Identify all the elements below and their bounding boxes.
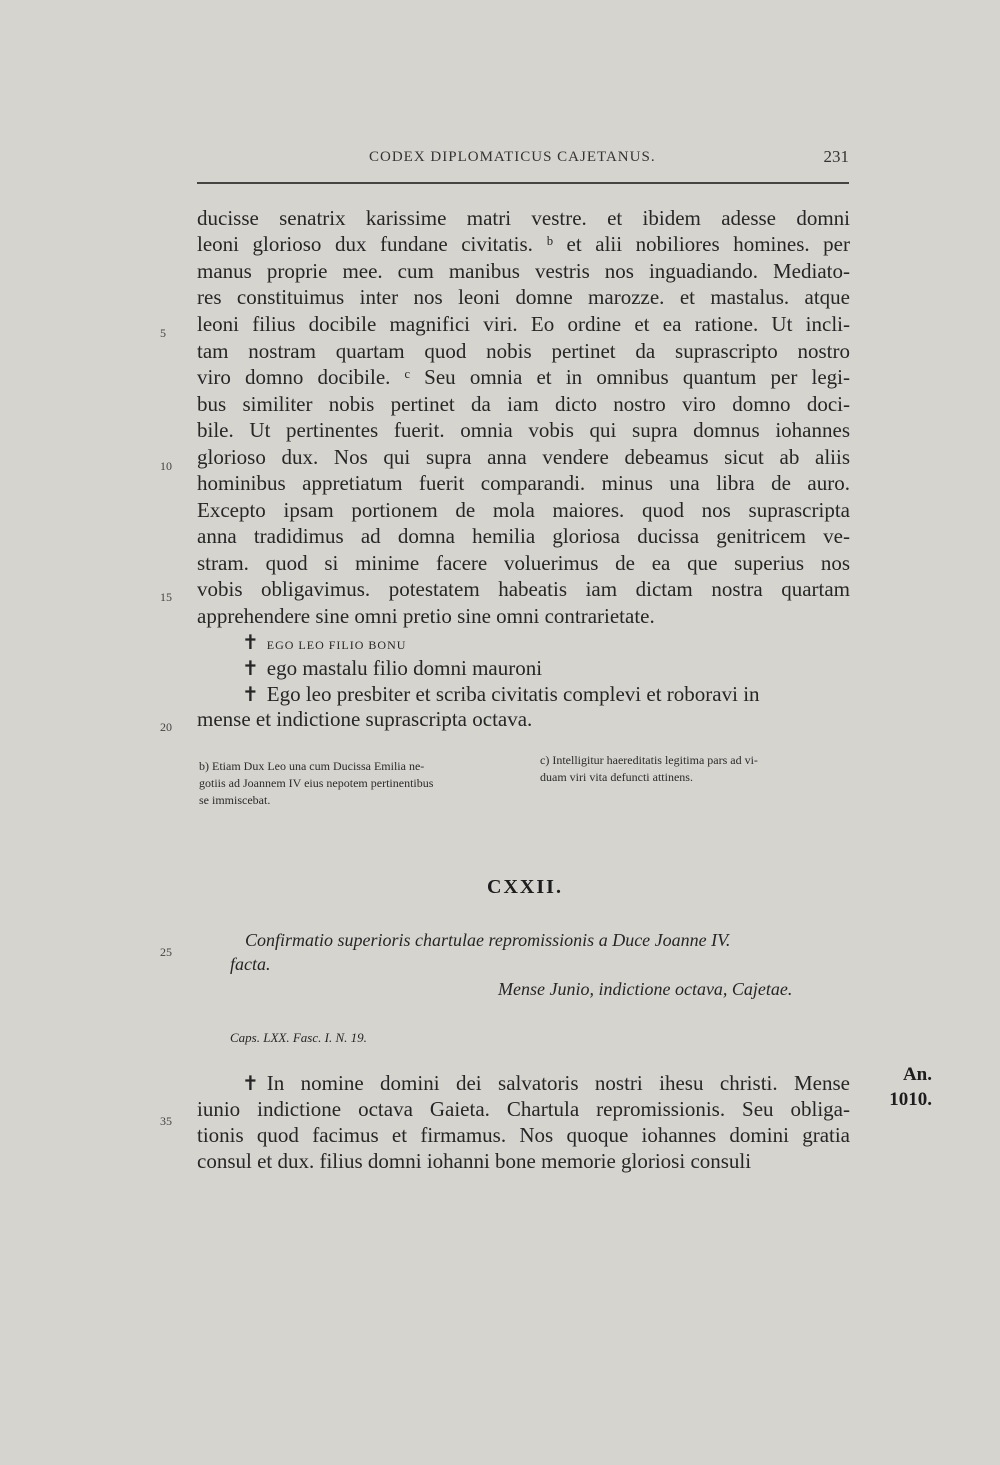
document-line: iunio indictione octava Gaieta. Chartula repromissionis. Seu obliga- bbox=[197, 1097, 850, 1121]
signature-line bbox=[242, 629, 850, 658]
header-rule bbox=[197, 182, 849, 184]
footnote-b bbox=[199, 758, 509, 809]
cross-icon: ✝ bbox=[242, 632, 259, 654]
body-line: bus similiter nobis pertinet da iam dicto nostro viro domno doci- bbox=[197, 392, 850, 416]
body-line: hominibus appretiatum fuerit comparandi. minus una libra de auro. bbox=[197, 471, 850, 495]
footnote-line: se immiscebat. bbox=[199, 793, 271, 807]
margin-year-label: An. bbox=[902, 1064, 932, 1085]
cross-icon: ✝ bbox=[242, 658, 259, 680]
signature-line bbox=[242, 681, 850, 708]
body-line: apprehendere sine omni pretio sine omni contrarietate. bbox=[197, 604, 655, 628]
line-number: 20 bbox=[160, 720, 172, 734]
line-number: 5 bbox=[160, 326, 166, 340]
body-line: glorioso dux. Nos qui supra anna vendere debeamus sicut ab aliis bbox=[197, 445, 850, 469]
body-line: bile. Ut pertinentes fuerit. omnia vobis qui supra domnus iohannes bbox=[197, 418, 850, 442]
regest-line: Confirmatio superioris chartulae repromissionis a Duce Joanne IV. bbox=[245, 930, 731, 950]
body-line: leoni filius docibile magnifici viri. Eo ordine et ea ratione. Ut incli- bbox=[197, 312, 850, 336]
margin-year: 1010. bbox=[889, 1089, 932, 1110]
signature-text: ego mastalu filio domni mauroni bbox=[266, 656, 543, 680]
line-number: 35 bbox=[160, 1114, 172, 1128]
body-line: viro domno docibile. ᶜ Seu omnia et in omnibus quantum per legi- bbox=[197, 365, 850, 389]
document-line: consul et dux. filius domni iohanni bone memorie gloriosi consuli bbox=[197, 1149, 752, 1173]
footnote-line: c) Intelligitur haereditatis legitima pars ad vi- bbox=[540, 753, 758, 767]
body-line: leoni glorioso dux fundane civitatis. ᵇ et alii nobiliores homines. per bbox=[197, 232, 850, 256]
footnote-c bbox=[540, 752, 850, 786]
shelfmark: Caps. LXX. Fasc. I. N. 19. bbox=[230, 1030, 367, 1045]
line-number: 15 bbox=[160, 590, 172, 604]
footnote-line: duam viri vita defuncti attinens. bbox=[540, 770, 693, 784]
body-line: anna tradidimus ad domna hemilia gloriosa ducissa genitricem ve- bbox=[197, 524, 850, 548]
date-place: Mense Junio, indictione octava, Cajetae. bbox=[498, 979, 793, 999]
footnote-line: b) Etiam Dux Leo una cum Ducissa Emilia ne- bbox=[199, 759, 425, 773]
page-header bbox=[197, 147, 849, 177]
line-number: 25 bbox=[160, 945, 172, 959]
body-line: ducisse senatrix karissime matri vestre. et ibidem adesse domni bbox=[197, 206, 850, 230]
running-title: CODEX DIPLOMATICUS CAJETANUS. bbox=[369, 149, 656, 165]
body-line: tam nostram quartam quod nobis pertinet da suprascripto nostro bbox=[197, 339, 850, 363]
line-number: 10 bbox=[160, 459, 172, 473]
closing-line: mense et indictione suprascripta octava. bbox=[197, 707, 533, 731]
signature-line bbox=[242, 655, 850, 682]
document-line: tionis quod facimus et firmamus. Nos quoque iohannes domini gratia bbox=[197, 1123, 850, 1147]
document-line bbox=[242, 1070, 850, 1097]
page-number: 231 bbox=[823, 147, 849, 166]
body-line: res constituimus inter nos leoni domne marozze. et mastalus. atque bbox=[197, 285, 850, 309]
signature-text: Ego leo presbiter et scriba civitatis complevi et roboravi in bbox=[266, 682, 760, 706]
regest-line: facta. bbox=[230, 954, 271, 974]
body-line: Excepto ipsam portionem de mola maiores. quod nos suprascripta bbox=[197, 498, 850, 522]
body-line: stram. quod si minime facere voluerimus de ea que superius nos bbox=[197, 551, 850, 575]
footnote-line: gotiis ad Joannem IV eius nepotem pertinentibus bbox=[199, 776, 434, 790]
cross-icon: ✝ bbox=[242, 1073, 259, 1095]
document-text: In nomine domini dei salvatoris nostri ihesu christi. Mense bbox=[266, 1071, 850, 1095]
body-line: vobis obligavimus. potestatem habeatis iam dictam nostra quartam bbox=[197, 577, 850, 601]
signature-text: EGO LEO FILIO BONU bbox=[266, 638, 407, 652]
body-line: manus proprie mee. cum manibus vestris nos inguadiando. Mediato- bbox=[197, 259, 850, 283]
cross-icon: ✝ bbox=[242, 684, 259, 706]
section-number: CXXII. bbox=[487, 876, 563, 898]
